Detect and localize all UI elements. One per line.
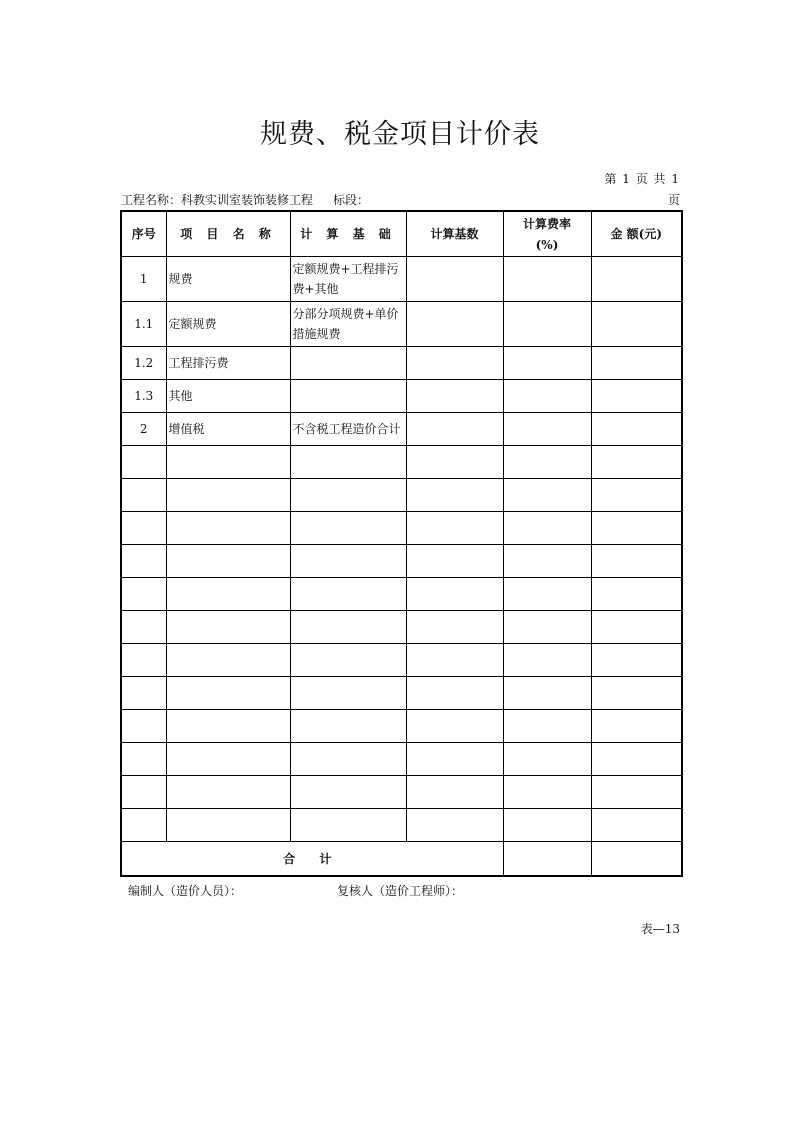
cell-amount [591, 256, 682, 301]
page-suffix: 页 [667, 193, 680, 207]
empty-row [121, 709, 682, 742]
empty-row [121, 643, 682, 676]
section-label: 标段： [333, 193, 370, 207]
cell-name: 其他 [166, 379, 290, 412]
table-row [121, 256, 682, 301]
header-basis: 计 算 基 础 [290, 211, 406, 256]
cell-seq: 1.2 [121, 346, 166, 379]
page-info: 第 1 页 共 1 [604, 172, 680, 186]
header-base: 计算基数 [406, 211, 503, 256]
cell-name: 定额规费 [166, 301, 290, 346]
table-row [121, 301, 682, 346]
cell-amount [591, 346, 682, 379]
table-row [121, 346, 682, 379]
empty-row [121, 610, 682, 643]
cell-amount [591, 301, 682, 346]
empty-row [121, 808, 682, 841]
signature-line [128, 882, 463, 899]
project-name: 工程名称：科教实训室装饰装修工程 [121, 193, 314, 207]
cell-basis: 定额规费+工程排污费+其他 [290, 256, 406, 301]
table-number: 表—13 [640, 922, 680, 936]
empty-row [121, 742, 682, 775]
cell-amount [591, 412, 682, 445]
cell-basis [290, 379, 406, 412]
cell-base [406, 346, 503, 379]
cell-basis [290, 346, 406, 379]
header-amount: 金 额(元) [591, 211, 682, 256]
table-row [121, 379, 682, 412]
header-name: 项 目 名 称 [166, 211, 290, 256]
empty-row [121, 775, 682, 808]
cell-seq: 2 [121, 412, 166, 445]
total-label: 合 计 [121, 841, 503, 876]
cell-basis: 不含税工程造价合计 [290, 412, 406, 445]
cell-basis: 分部分项规费+单价措施规费 [290, 301, 406, 346]
cell-seq: 1.1 [121, 301, 166, 346]
cell-amount [591, 379, 682, 412]
cell-rate [503, 256, 591, 301]
total-amount [591, 841, 682, 876]
header-row [121, 211, 682, 256]
cell-base [406, 256, 503, 301]
header-seq: 序号 [121, 211, 166, 256]
cell-name: 增值税 [166, 412, 290, 445]
cell-rate [503, 301, 591, 346]
cell-base [406, 301, 503, 346]
table-row [121, 412, 682, 445]
fee-tax-table [120, 210, 683, 877]
empty-row [121, 478, 682, 511]
empty-row [121, 676, 682, 709]
empty-row [121, 445, 682, 478]
cell-seq: 1 [121, 256, 166, 301]
cell-seq: 1.3 [121, 379, 166, 412]
header-rate-line1: 计算费率 [522, 217, 571, 232]
total-row [121, 841, 682, 876]
cell-base [406, 379, 503, 412]
reviewer-label: 复核人（造价工程师）： [337, 884, 464, 898]
project-line [121, 191, 680, 208]
header-rate-line2: (%) [535, 238, 559, 253]
page-title: 规费、税金项目计价表 [260, 119, 540, 150]
total-rate [503, 841, 591, 876]
empty-row [121, 577, 682, 610]
header-rate [503, 211, 591, 256]
cell-name: 规费 [166, 256, 290, 301]
empty-row [121, 544, 682, 577]
cell-base [406, 412, 503, 445]
cell-name: 工程排污费 [166, 346, 290, 379]
empty-row [121, 511, 682, 544]
cell-rate [503, 346, 591, 379]
cell-rate [503, 379, 591, 412]
preparer-label: 编制人（造价人员）： [128, 884, 243, 898]
cell-rate [503, 412, 591, 445]
